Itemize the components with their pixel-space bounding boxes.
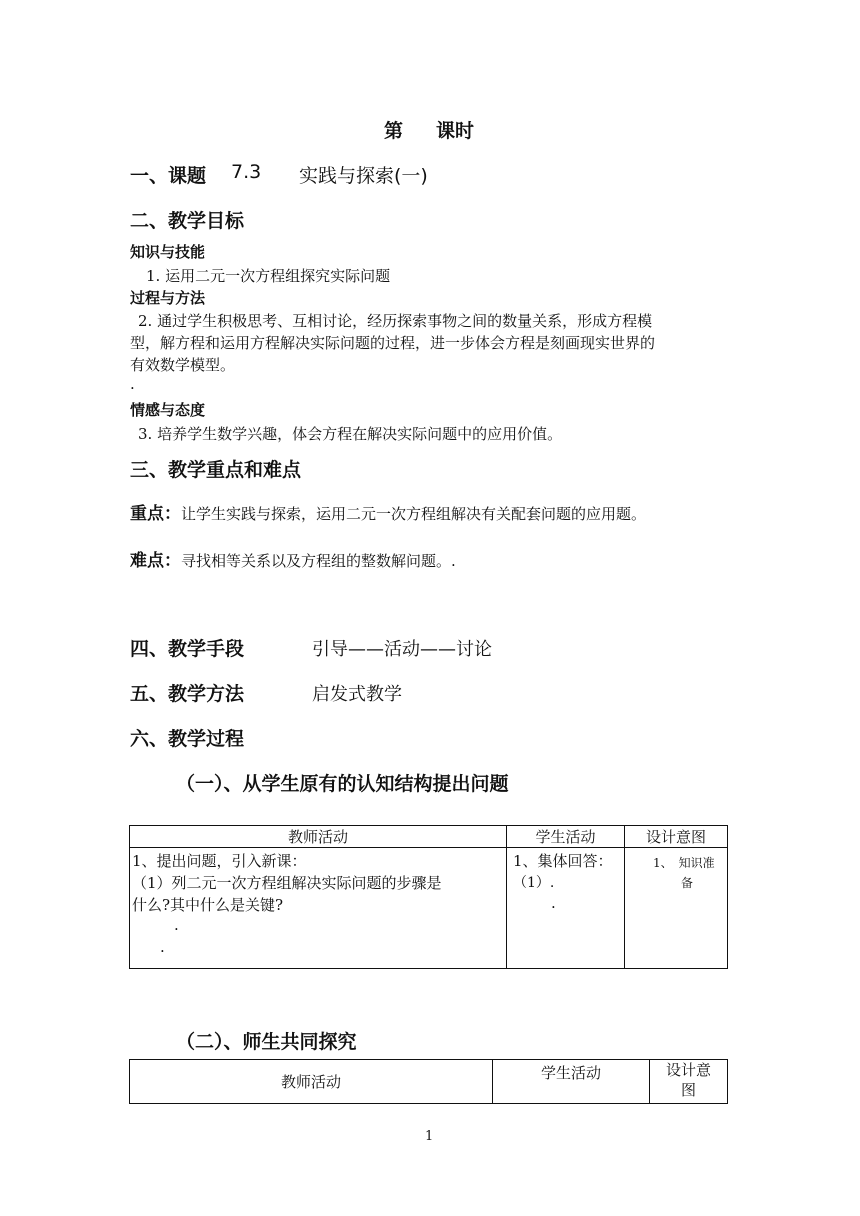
part2-header-design-intent-line2: 图 — [680, 1081, 696, 1099]
difficulty-row — [130, 546, 456, 571]
difficulty-text: 寻找相等关系以及方程组的整数解问题。. — [181, 552, 456, 570]
emotion-heading: 情感与态度 — [130, 401, 206, 419]
teacher-dot-1: . — [174, 916, 179, 934]
section6-heading: 六、教学过程 — [130, 728, 245, 750]
part2-header-design-intent — [650, 1060, 728, 1104]
part2-table — [129, 1059, 728, 1104]
difficulty-label: 难点： — [130, 551, 181, 571]
header-teacher-activity: 教师活动 — [130, 826, 507, 848]
page-title-keshi: 课时 — [436, 120, 475, 142]
teacher-line-3: 什么?其中什么是关键? — [132, 896, 284, 914]
part2-heading: （二）、师生共同探究 — [176, 1031, 357, 1053]
section1-number: 7.3 — [231, 161, 262, 183]
section4-text: 引导——活动——讨论 — [312, 639, 492, 660]
process-line-2: 型，解方程和运用方程解决实际问题的过程，进一步体会方程是刻画现实世界的 — [130, 334, 656, 352]
process-line-1: 2. 通过学生积极思考、互相讨论，经历探索事物之间的数量关系，形成方程模 — [138, 312, 653, 330]
part2-header-design-intent-line1: 设计意 — [665, 1061, 711, 1079]
design-intent-cell — [625, 848, 728, 969]
part1-table-row — [130, 848, 728, 969]
knowledge-item: 1. 运用二元一次方程组探究实际问题 — [146, 267, 391, 285]
key-point-row — [130, 499, 646, 524]
section3-heading: 三、教学重点和难点 — [130, 459, 302, 481]
stray-dot: . — [130, 375, 135, 393]
student-line-1: 1、集体回答： — [513, 852, 613, 870]
section5-text: 启发式教学 — [312, 684, 402, 705]
knowledge-heading: 知识与技能 — [130, 243, 206, 261]
key-point-text: 让学生实践与探索，运用二元一次方程组解决有关配套问题的应用题。 — [181, 505, 647, 523]
part2-table-header-row — [130, 1060, 728, 1104]
page-number: 1 — [425, 1129, 434, 1144]
teacher-line-2: （1）列二元一次方程组解决实际问题的步骤是 — [132, 874, 442, 892]
part2-header-student-activity: 学生活动 — [493, 1060, 650, 1104]
teacher-dot-2: . — [160, 938, 165, 956]
part1-table — [129, 825, 728, 969]
student-dot: . — [551, 894, 556, 912]
student-line-2: （1）. — [513, 875, 555, 891]
teacher-line-1: 1、提出问题，引入新课： — [132, 852, 307, 870]
key-point-label: 重点： — [130, 504, 181, 524]
section2-heading: 二、教学目标 — [130, 210, 245, 232]
teacher-activity-cell — [130, 848, 507, 969]
header-student-activity: 学生活动 — [507, 826, 625, 848]
page-title-di: 第 — [384, 120, 404, 142]
intent-line-1: 1、 知识准 — [653, 856, 715, 870]
part1-heading: （一）、从学生原有的认知结构提出问题 — [176, 773, 509, 795]
section1-label: 一、课题 — [130, 165, 207, 187]
part1-table-header-row — [130, 826, 728, 848]
process-heading: 过程与方法 — [130, 289, 206, 307]
process-line-3: 有效数学模型。 — [130, 356, 236, 374]
emotion-item: 3. 培养学生数学兴趣，体会方程在解决实际问题中的应用价值。 — [138, 425, 563, 443]
student-activity-cell — [507, 848, 625, 969]
intent-line-2: 备 — [681, 876, 694, 890]
section5-heading: 五、教学方法 — [130, 683, 245, 705]
section4-heading: 四、教学手段 — [130, 638, 245, 660]
header-design-intent: 设计意图 — [625, 826, 728, 848]
section1-topic: 实践与探索(一) — [299, 165, 428, 187]
part2-header-teacher-activity: 教师活动 — [130, 1060, 493, 1104]
